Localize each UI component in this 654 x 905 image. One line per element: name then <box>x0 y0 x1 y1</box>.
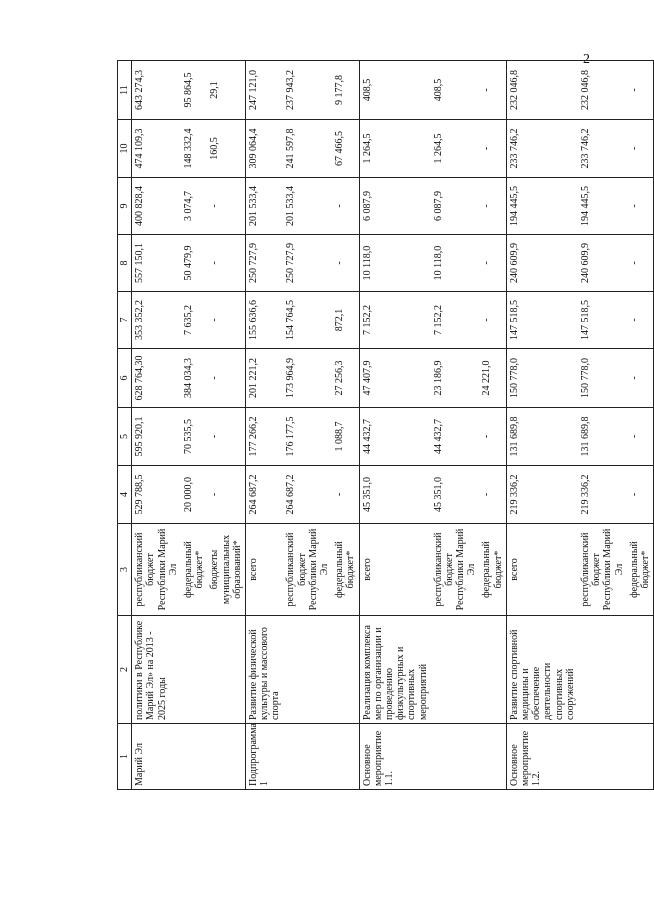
amount-cell: 232 046,8 <box>578 61 627 120</box>
amount-cell: 50 479,9 <box>181 235 207 292</box>
amount-cell: - <box>479 408 506 466</box>
amount-cell: - <box>207 408 245 466</box>
program-description-cell <box>431 616 480 724</box>
amount-cell: 557 150,1 <box>132 235 181 292</box>
amount-cell: 155 636,6 <box>245 292 283 349</box>
amount-cell: 148 332,4 <box>181 120 207 178</box>
amount-cell: - <box>207 235 245 292</box>
funding-source-cell: всего <box>359 524 431 616</box>
amount-cell: 237 943,2 <box>283 61 332 120</box>
amount-cell: 233 746,2 <box>506 120 578 178</box>
program-description-cell <box>479 616 506 724</box>
program-description-cell <box>207 616 245 724</box>
funding-source-cell: бюджеты муниципальных образований* <box>207 524 245 616</box>
program-name-cell <box>181 724 207 790</box>
amount-cell: 154 764,5 <box>283 292 332 349</box>
amount-cell: 247 121,0 <box>245 61 283 120</box>
header-cell: 4 <box>118 466 132 524</box>
program-name-cell: Основное мероприятие 1.2. <box>506 724 578 790</box>
amount-cell: 47 407,9 <box>359 349 431 408</box>
header-cell: 11 <box>118 61 132 120</box>
amount-cell: 176 177,5 <box>283 408 332 466</box>
amount-cell: 1 264,5 <box>359 120 431 178</box>
amount-cell: 160,5 <box>207 120 245 178</box>
funding-source-cell: всего <box>245 524 283 616</box>
amount-cell: 44 432,7 <box>359 408 431 466</box>
amount-cell: 643 274,3 <box>132 61 181 120</box>
amount-cell: 595 920,1 <box>132 408 181 466</box>
amount-cell: - <box>332 466 359 524</box>
amount-cell: - <box>207 349 245 408</box>
amount-cell: 10 118,0 <box>431 235 480 292</box>
amount-cell: 400 828,4 <box>132 178 181 235</box>
funding-source-cell: федеральный бюджет* <box>479 524 506 616</box>
amount-cell: - <box>479 466 506 524</box>
table-row <box>332 61 359 790</box>
amount-cell: 194 445,5 <box>506 178 578 235</box>
funding-source-cell: республиканский бюджет Республики Марий Эл <box>578 524 627 616</box>
header-cell: 3 <box>118 524 132 616</box>
header-cell: 2 <box>118 616 132 724</box>
amount-cell: 70 535,5 <box>181 408 207 466</box>
table-row <box>132 61 181 790</box>
amount-cell: 250 727,9 <box>245 235 283 292</box>
amount-cell: 9 177,8 <box>332 61 359 120</box>
funding-source-cell: республиканский бюджет Республики Марий Эл <box>283 524 332 616</box>
amount-cell: - <box>479 292 506 349</box>
page-number: 2 <box>583 52 590 67</box>
amount-cell: 173 964,9 <box>283 349 332 408</box>
amount-cell: 1 088,7 <box>332 408 359 466</box>
amount-cell: 177 266,2 <box>245 408 283 466</box>
amount-cell: 147 518,5 <box>506 292 578 349</box>
amount-cell: 201 533,4 <box>283 178 332 235</box>
amount-cell: - <box>627 120 654 178</box>
funding-source-cell: республиканский бюджет Республики Марий Эл <box>132 524 181 616</box>
amount-cell: 232 046,8 <box>506 61 578 120</box>
budget-table <box>117 60 654 790</box>
amount-cell: 29,1 <box>207 61 245 120</box>
amount-cell: - <box>207 292 245 349</box>
amount-cell: - <box>627 235 654 292</box>
header-row <box>118 61 132 790</box>
header-cell: 9 <box>118 178 132 235</box>
amount-cell: 7 635,2 <box>181 292 207 349</box>
amount-cell: - <box>627 349 654 408</box>
program-description-cell: политики в Республике Марий Эл» на 2013 - 2025 годы <box>132 616 181 724</box>
amount-cell: 23 186,9 <box>431 349 480 408</box>
amount-cell: 628 764,30 <box>132 349 181 408</box>
funding-source-cell: федеральный бюджет* <box>627 524 654 616</box>
amount-cell: 131 689,8 <box>578 408 627 466</box>
amount-cell: - <box>479 178 506 235</box>
amount-cell: 240 609,9 <box>506 235 578 292</box>
amount-cell: 24 221,0 <box>479 349 506 408</box>
amount-cell: 201 221,2 <box>245 349 283 408</box>
amount-cell: 250 727,9 <box>283 235 332 292</box>
funding-source-cell: федеральный бюджет* <box>181 524 207 616</box>
amount-cell: - <box>627 61 654 120</box>
program-description-cell <box>578 616 627 724</box>
amount-cell: 6 087,9 <box>431 178 480 235</box>
amount-cell: 353 352,2 <box>132 292 181 349</box>
amount-cell: - <box>479 120 506 178</box>
amount-cell: - <box>332 178 359 235</box>
amount-cell: 529 788,5 <box>132 466 181 524</box>
amount-cell: 309 064,4 <box>245 120 283 178</box>
amount-cell: 240 609,9 <box>578 235 627 292</box>
rotated-table-frame <box>117 61 651 790</box>
amount-cell: 408,5 <box>359 61 431 120</box>
program-name-cell <box>479 724 506 790</box>
table-row <box>431 61 480 790</box>
amount-cell: 7 152,2 <box>431 292 480 349</box>
header-cell: 6 <box>118 349 132 408</box>
program-description-cell <box>332 616 359 724</box>
program-name-cell: Подпрограмма 1 <box>245 724 283 790</box>
header-cell: 7 <box>118 292 132 349</box>
budget-table-body <box>118 61 654 790</box>
amount-cell: - <box>627 292 654 349</box>
table-row <box>359 61 431 790</box>
amount-cell: 45 351,0 <box>431 466 480 524</box>
amount-cell: 20 000,0 <box>181 466 207 524</box>
amount-cell: 233 746,2 <box>578 120 627 178</box>
program-description-cell: Развитие спортивной медицины и обеспечение деятельности спортивных сооружений <box>506 616 578 724</box>
amount-cell: - <box>479 61 506 120</box>
amount-cell: 241 597,8 <box>283 120 332 178</box>
amount-cell: 264 687,2 <box>245 466 283 524</box>
program-name-cell <box>332 724 359 790</box>
amount-cell: - <box>627 466 654 524</box>
program-description-cell <box>627 616 654 724</box>
amount-cell: 6 087,9 <box>359 178 431 235</box>
table-row <box>245 61 283 790</box>
amount-cell: - <box>207 178 245 235</box>
funding-source-cell: федеральный бюджет* <box>332 524 359 616</box>
amount-cell: 131 689,8 <box>506 408 578 466</box>
funding-source-cell: всего <box>506 524 578 616</box>
table-row <box>479 61 506 790</box>
header-cell: 10 <box>118 120 132 178</box>
table-row <box>283 61 332 790</box>
program-name-cell <box>283 724 332 790</box>
amount-cell: 264 687,2 <box>283 466 332 524</box>
table-row <box>578 61 627 790</box>
amount-cell: 219 336,2 <box>506 466 578 524</box>
header-cell: 5 <box>118 408 132 466</box>
amount-cell: - <box>207 466 245 524</box>
amount-cell: 67 466,5 <box>332 120 359 178</box>
amount-cell: - <box>627 178 654 235</box>
amount-cell: 10 118,0 <box>359 235 431 292</box>
rotated-table-content <box>117 61 651 790</box>
amount-cell: 408,5 <box>431 61 480 120</box>
amount-cell: 194 445,5 <box>578 178 627 235</box>
amount-cell: 3 074,7 <box>181 178 207 235</box>
program-description-cell <box>181 616 207 724</box>
table-row <box>207 61 245 790</box>
amount-cell: 150 778,0 <box>578 349 627 408</box>
amount-cell: 474 109,3 <box>132 120 181 178</box>
program-description-cell <box>283 616 332 724</box>
program-name-cell: Марий Эл <box>132 724 181 790</box>
amount-cell: 872,1 <box>332 292 359 349</box>
program-description-cell: Реализация комплекса мер по организации и проведению физкультурных и спортивных мероприятий <box>359 616 431 724</box>
amount-cell: 44 432,7 <box>431 408 480 466</box>
amount-cell: 219 336,2 <box>578 466 627 524</box>
amount-cell: 27 256,3 <box>332 349 359 408</box>
header-cell: 8 <box>118 235 132 292</box>
amount-cell: 201 533,4 <box>245 178 283 235</box>
amount-cell: 7 152,2 <box>359 292 431 349</box>
amount-cell: 45 351,0 <box>359 466 431 524</box>
program-description-cell: Развитие физической культуры и массового спорта <box>245 616 283 724</box>
table-row <box>181 61 207 790</box>
amount-cell: - <box>627 408 654 466</box>
amount-cell: - <box>332 235 359 292</box>
amount-cell: 150 778,0 <box>506 349 578 408</box>
amount-cell: 147 518,5 <box>578 292 627 349</box>
program-name-cell <box>627 724 654 790</box>
table-row <box>627 61 654 790</box>
program-name-cell <box>578 724 627 790</box>
header-cell: 1 <box>118 724 132 790</box>
funding-source-cell: республиканский бюджет Республики Марий Эл <box>431 524 480 616</box>
amount-cell: 384 034,3 <box>181 349 207 408</box>
table-row <box>506 61 578 790</box>
amount-cell: 1 264,5 <box>431 120 480 178</box>
program-name-cell <box>431 724 480 790</box>
program-name-cell <box>207 724 245 790</box>
amount-cell: 95 864,5 <box>181 61 207 120</box>
program-name-cell: Основное мероприятие 1.1. <box>359 724 431 790</box>
amount-cell: - <box>479 235 506 292</box>
